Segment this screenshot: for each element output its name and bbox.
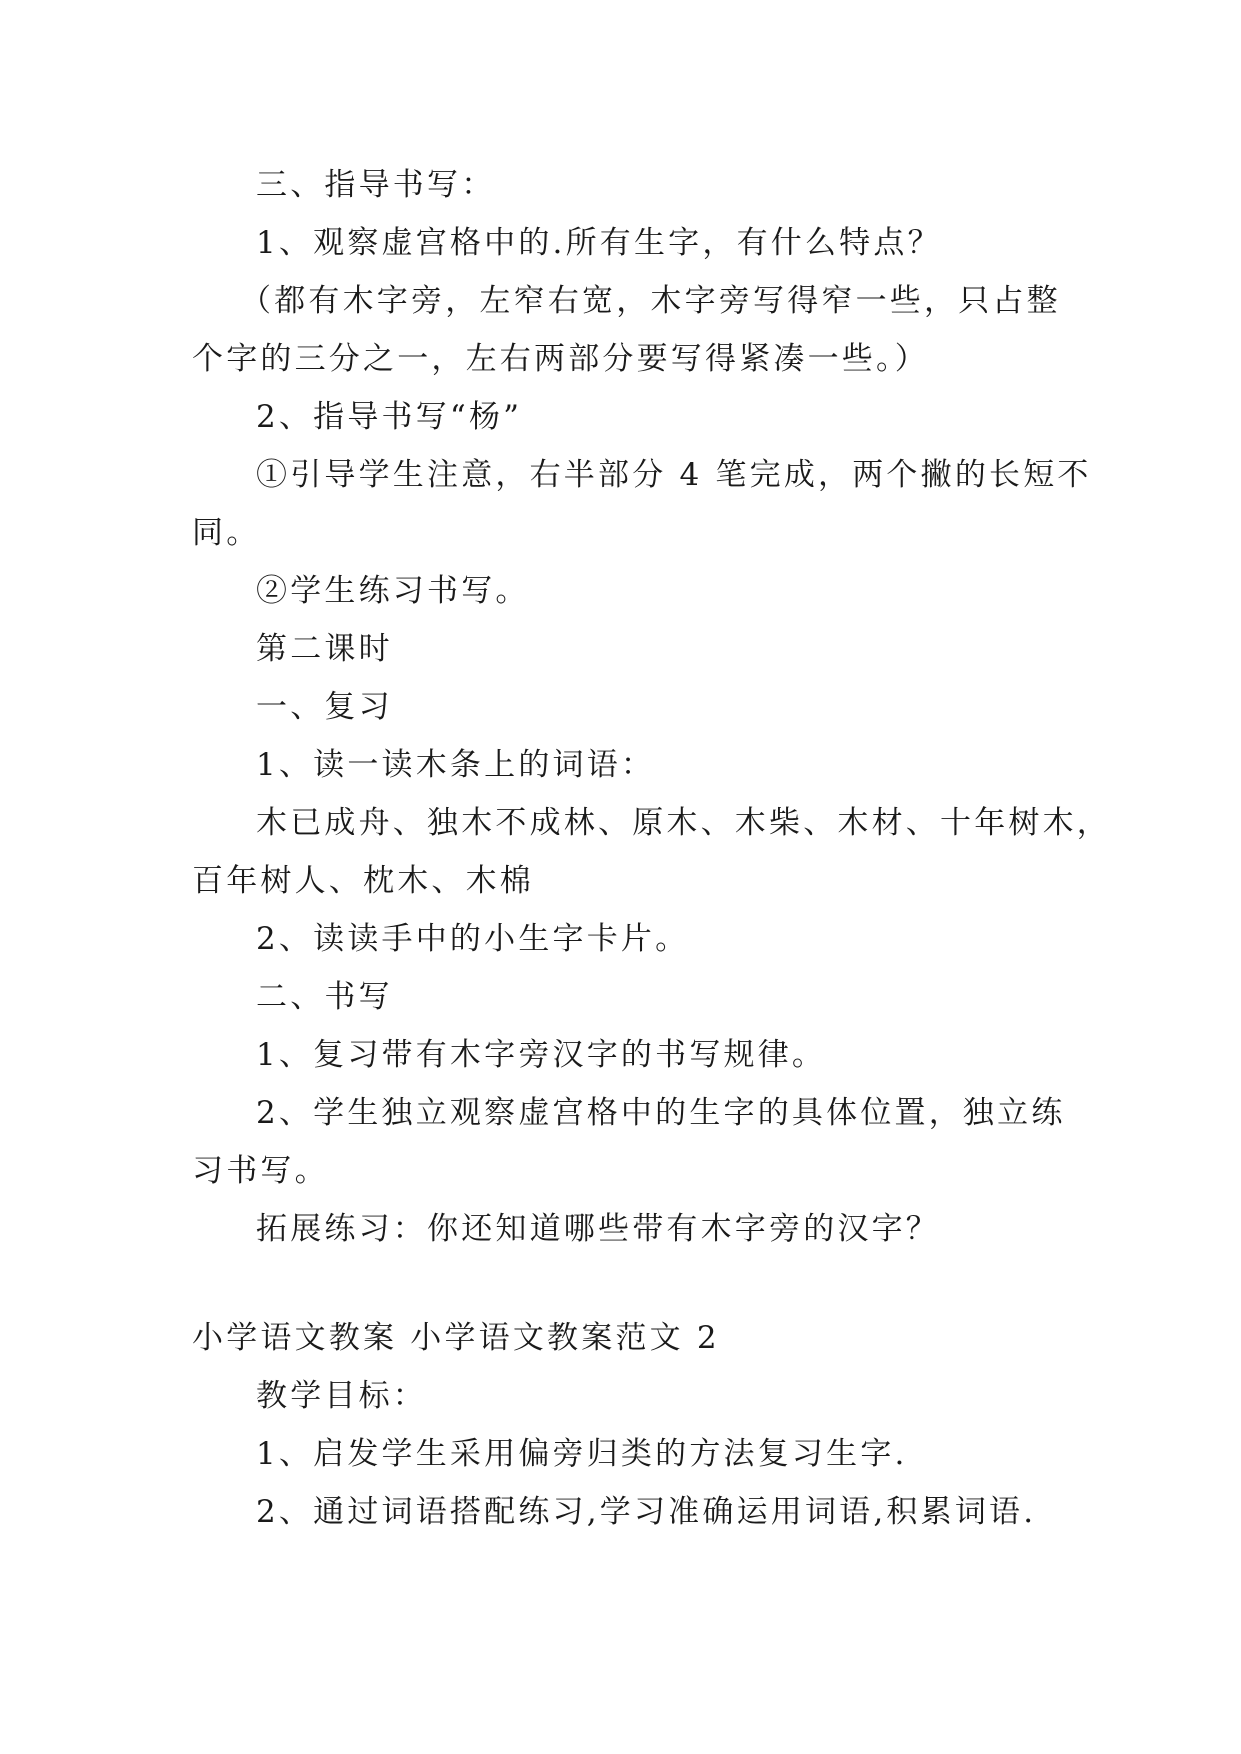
paragraph-line: 2、通过词语搭配练习,学习准确运用词语,积累词语. (256, 1494, 1037, 1530)
section-title: 小学语文教案 小学语文教案范文 2 (192, 1320, 720, 1356)
heading-writing: 二、书写 (256, 979, 393, 1015)
paragraph-line: 1、读一读木条上的词语： (256, 747, 656, 783)
paragraph-line: ①引导学生注意，右半部分 4 笔完成，两个撇的长短不 (256, 457, 1092, 493)
paragraph-line: 拓展练习：你还知道哪些带有木字旁的汉字？ (256, 1211, 940, 1247)
heading-second-lesson: 第二课时 (256, 631, 393, 667)
paragraph-line: 1、观察虚宫格中的.所有生字，有什么特点？ (256, 225, 942, 261)
paragraph-line: 2、学生独立观察虚宫格中的生字的具体位置，独立练 (256, 1095, 1066, 1131)
paragraph-line: 1、启发学生采用偏旁归类的方法复习生字. (256, 1436, 908, 1472)
paragraph-line: 1、复习带有木字旁汉字的书写规律。 (256, 1037, 827, 1073)
heading-teaching-goals: 教学目标： (256, 1378, 427, 1414)
heading-guide-writing: 三、指导书写： (256, 167, 496, 203)
paragraph-line: ②学生练习书写。 (256, 573, 530, 609)
paragraph-line: 百年树人、枕木、木棉 (192, 863, 534, 899)
paragraph-line: 2、读读手中的小生字卡片。 (256, 921, 690, 957)
paragraph-line: 个字的三分之一，左右两部分要写得紧凑一些。） (192, 341, 929, 377)
paragraph-line: 木已成舟、独木不成林、原木、木柴、木材、十年树木， (256, 805, 1111, 841)
paragraph-line: （都有木字旁，左窄右宽，木字旁写得窄一些，只占整 (240, 283, 1061, 319)
paragraph-line: 2、指导书写“杨” (256, 399, 523, 435)
paragraph-line: 同。 (192, 515, 261, 551)
paragraph-line: 习书写。 (192, 1153, 329, 1189)
heading-review: 一、复习 (256, 689, 393, 725)
